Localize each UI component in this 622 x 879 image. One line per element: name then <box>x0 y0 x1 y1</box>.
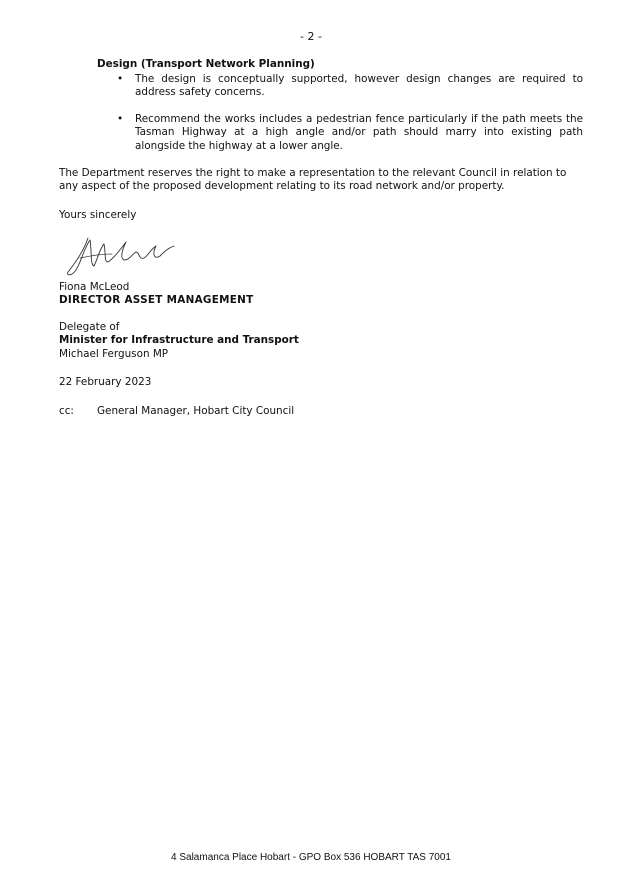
delegate-label: Delegate of <box>59 321 120 333</box>
list-item <box>97 113 583 153</box>
footer-address: 4 Salamanca Place Hobart - GPO Box 536 HOBART TAS 7001 <box>171 852 451 863</box>
section-heading: Design (Transport Network Planning) <box>97 58 315 70</box>
bullet-text: Recommend the works includes a pedestrian fence particularly if the path meets the Tasman Highway at a high angle and/or path should marry into existing path alongside the highway at a lower angle. <box>135 112 583 152</box>
signature-image <box>60 232 180 280</box>
cc-label: cc: <box>59 405 74 417</box>
body-paragraph: The Department reserves the right to make a representation to the relevant Council in relation to any aspect of the proposed development relating to its road network and/or property. <box>59 167 567 193</box>
bullet-icon: • <box>117 73 124 85</box>
closing-salutation: Yours sincerely <box>59 209 137 221</box>
signer-title: DIRECTOR ASSET MANAGEMENT <box>59 294 254 306</box>
minister-name: Michael Ferguson MP <box>59 348 169 360</box>
page-number: - 2 - <box>300 30 322 43</box>
list-item <box>97 73 583 100</box>
signer-name: Fiona McLeod <box>59 281 130 293</box>
cc-recipient: General Manager, Hobart City Council <box>97 405 295 417</box>
letter-date: 22 February 2023 <box>59 376 152 388</box>
bullet-list <box>97 73 583 166</box>
minister-title: Minister for Infrastructure and Transport <box>59 334 299 346</box>
bullet-text: The design is conceptually supported, however design changes are required to address safety concerns. <box>135 73 583 99</box>
bullet-icon: • <box>117 112 124 125</box>
